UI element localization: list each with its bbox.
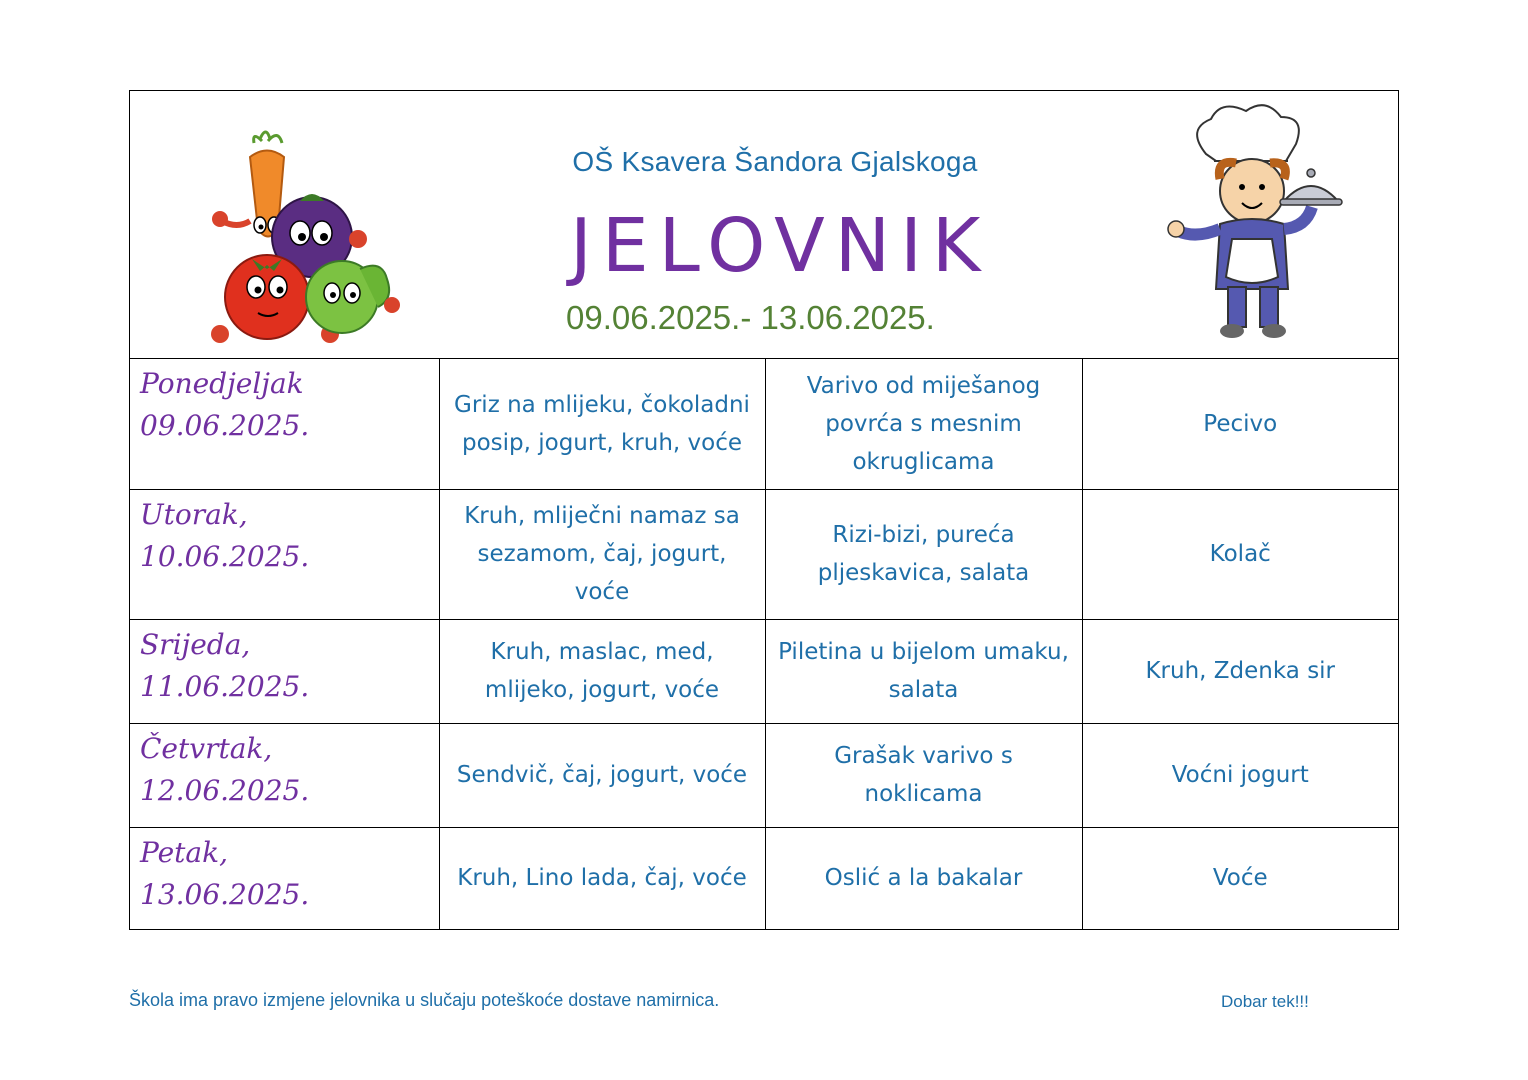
day-date: 09.06.2025. [140,409,310,442]
date-range: 09.06.2025.- 13.06.2025. [566,299,935,336]
menu-frame [129,90,1399,930]
table-row [130,619,1398,723]
day-date: 13.06.2025. [140,877,310,911]
day-name: Ponedjeljak [140,367,304,400]
footer-note: Škola ima pravo izmjene jelovnika u slučaju poteškoće dostave namirnica. [129,990,720,1010]
day-date: 11.06.2025. [140,669,310,703]
lunch-cell: Rizi-bizi, pureća pljeskavica, salata [765,489,1082,619]
lunch-cell: Varivo od miješanog povrća s mesnim okruglicama [765,359,1082,489]
page-title: JELOVNIK [570,203,991,289]
day-name: Srijeda, [140,627,251,661]
chef-icon [1168,105,1342,338]
day-name: Četvrtak, [140,731,273,765]
day-cell [130,723,439,827]
lunch-cell: Piletina u bijelom umaku, salata [765,619,1082,723]
lunch-cell: Oslić a la bakalar [765,827,1082,929]
footer-closing: Dobar tek!!! [1221,992,1309,1011]
breakfast-cell: Kruh, Lino lada, čaj, voće [439,827,765,929]
menu-header [130,91,1398,359]
breakfast-cell: Kruh, maslac, med, mlijeko, jogurt, voće [439,619,765,723]
school-name: OŠ Ksavera Šandora Gjalskoga [572,146,978,177]
breakfast-cell: Sendvič, čaj, jogurt, voće [439,723,765,827]
day-date: 10.06.2025. [140,539,310,573]
breakfast-cell: Griz na mlijeku, čokoladni posip, jogurt, kruh, voće [439,359,765,489]
snack-cell: Voće [1082,827,1398,929]
snack-cell: Voćni jogurt [1082,723,1398,827]
table-row [130,723,1398,827]
menu-table [130,359,1398,929]
day-cell [130,619,439,723]
snack-cell: Kolač [1082,489,1398,619]
day-cell [130,827,439,929]
day-name: Petak, [140,835,228,869]
snack-cell: Pecivo [1082,359,1398,489]
day-date: 12.06.2025. [140,773,310,807]
day-cell [130,489,439,619]
day-name: Utorak, [140,497,248,531]
day-cell [130,359,439,489]
table-row [130,359,1398,489]
lunch-cell: Grašak varivo s noklicama [765,723,1082,827]
breakfast-cell: Kruh, mliječni namaz sa sezamom, čaj, jogurt, voće [439,489,765,619]
chef-illustration [1166,99,1346,349]
lettuce-icon [306,261,400,333]
snack-cell: Kruh, Zdenka sir [1082,619,1398,723]
table-row [130,827,1398,929]
table-row [130,489,1398,619]
